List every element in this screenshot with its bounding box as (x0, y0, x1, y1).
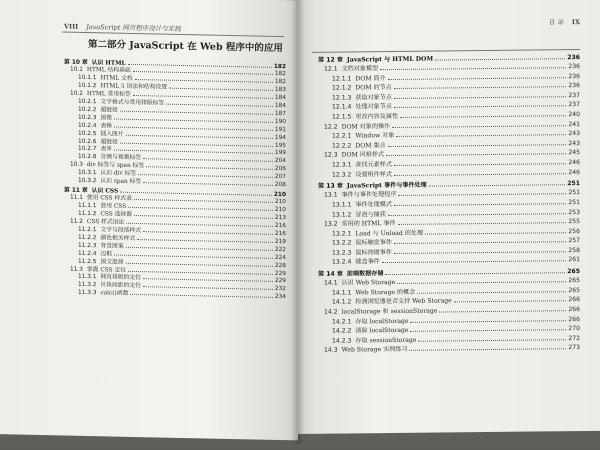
toc-entry-title: calc()函数 (100, 290, 129, 298)
toc-entry-page: 253 (568, 208, 580, 216)
toc-entry-page: 216 (274, 230, 286, 238)
toc-entry-page: 251 (567, 179, 580, 187)
toc-entry-number: 10.1 (70, 67, 83, 74)
toc-leader-dots (418, 339, 566, 342)
toc-entry-page: 182 (274, 71, 286, 78)
toc-entry-page: 222 (274, 246, 286, 254)
toc-entry-title: 图像 (100, 115, 113, 122)
toc-leader-dots (166, 104, 273, 107)
toc-entry-number: 11.3.3 (78, 290, 97, 297)
toc-entry-page: 195 (274, 142, 286, 149)
toc-entry-page: 229 (274, 278, 286, 285)
toc-entry-page: 207 (274, 174, 286, 181)
toc-entry-number: 10.2.4 (78, 122, 97, 129)
toc-entry-title: 文字与段落样式 (100, 227, 142, 235)
toc-entry-number: 11.1.1 (78, 203, 97, 210)
toc-entry-number: 10.2.6 (78, 138, 97, 145)
toc-entry-page: 237 (568, 91, 580, 100)
toc-entry-title: DOM 简介 (355, 74, 386, 83)
toc-entry-number: 11.2.5 (78, 258, 97, 265)
toc-entry-title: 存取 localStorage (355, 317, 409, 325)
toc-leader-dots (120, 191, 272, 195)
toc-entry-title: CSS 样式语法 (86, 219, 125, 226)
toc-entry-title: CSS 选择器 (100, 211, 132, 219)
toc-entry-number: 14.1.1 (332, 289, 352, 297)
toc-leader-dots (417, 291, 566, 294)
toc-entry-title: 文字格式与常用排版标签 (100, 99, 165, 107)
toc-entry-page: 216 (274, 223, 286, 230)
toc-entry-row (318, 168, 580, 180)
toc-entry-page: 206 (274, 166, 286, 173)
toc-leader-dots (397, 281, 566, 284)
toc-leader-dots (380, 67, 566, 70)
toc-entry-page: 190 (274, 118, 286, 126)
toc-entry-page: 210 (274, 207, 286, 214)
toc-entry-number: 12.2.2 (332, 142, 352, 150)
toc-entry-page: 213 (274, 215, 286, 222)
toc-leader-dots (126, 262, 273, 266)
toc-entry-page: 219 (274, 238, 286, 246)
toc-leader-dots (439, 310, 566, 312)
toc-entry-number: 10.3.1 (78, 169, 97, 177)
toc-entry-number: 14.1 (324, 279, 338, 287)
toc-entry-page: 245 (568, 149, 580, 157)
toc-entry-number: 11.3 (70, 266, 83, 273)
toc-leader-dots (454, 301, 567, 303)
toc-entry-title: DOM 的节点 (355, 84, 392, 92)
toc-entry-page: 251 (568, 198, 580, 207)
toc-entry-number: 13.2.1 (332, 230, 352, 238)
toc-entry-title: 存取 sessionStorage (355, 336, 417, 345)
toc-entry-title: 清除 localStorage (355, 326, 409, 335)
toc-entry-title: 冒泡与捕获 (355, 210, 386, 218)
toc-leader-dots (396, 134, 566, 137)
toc-leader-dots (128, 63, 272, 67)
toc-entry-number: 12.3.1 (332, 161, 352, 169)
toc-entry-number: 14.2.1 (332, 317, 352, 326)
toc-entry-title: Window 对象 (355, 132, 395, 140)
toc-entry-number: 13.2.4 (332, 258, 352, 267)
toc-entry-title: HTML 5 语法和结构设置 (100, 83, 168, 91)
toc-entry-page: 210 (274, 199, 286, 206)
toc-entry-number: 10.2.8 (78, 154, 97, 161)
toc-entry-number: 12.2.1 (332, 132, 352, 140)
toc-entry-title: 检测浏览器是否支持 Web Storage (355, 297, 452, 306)
left-page-number: VIII (64, 22, 79, 31)
toc-leader-dots (388, 144, 567, 147)
toc-leader-dots (114, 254, 273, 258)
toc-leader-dots (114, 150, 273, 154)
toc-entry-page: 187 (274, 110, 286, 118)
toc-entry-title: 获取对象节点 (355, 93, 392, 102)
toc-entry-page: 261 (568, 256, 580, 264)
toc-entry-title: 颜色相关样式 (100, 235, 136, 242)
toc-entry-page: 266 (568, 296, 580, 304)
toc-leader-dots (425, 232, 566, 234)
toc-entry-title: 键盘事件 (355, 258, 380, 266)
toc-entry-page: 232 (274, 286, 286, 293)
toc-entry-title: 设置组件样式 (355, 170, 392, 179)
toc-entry-number: 12.2 (324, 123, 338, 131)
toc-entry-number: 第 14 章 (318, 270, 343, 278)
toc-entry-page: 243 (568, 130, 580, 138)
toc-entry-page: 199 (274, 150, 286, 157)
toc-entry-number: 12.1.2 (332, 84, 352, 92)
toc-entry-number: 14.2.2 (332, 327, 352, 335)
toc-entry-page: 246 (568, 168, 580, 176)
toc-leader-dots (382, 261, 567, 264)
toc-entry-title: HTML 常用标签 (86, 91, 131, 99)
toc-entry-title: 超链接 (100, 107, 118, 114)
toc-entry-page: 236 (568, 82, 580, 90)
toc-entry-number: 11.2.1 (78, 226, 97, 234)
toc-entry-page: 183 (274, 87, 286, 94)
toc-leader-dots (398, 222, 567, 225)
toc-entry-page: 266 (568, 315, 580, 323)
toc-leader-dots (130, 294, 273, 298)
toc-entry-number: 10.3 (70, 161, 83, 169)
toc-entry-page: 210 (273, 191, 286, 198)
toc-entry-number: 12.1.5 (332, 113, 352, 121)
toc-leader-dots (120, 142, 273, 146)
toc-entry-page: 243 (568, 139, 580, 148)
toc-entry-number: 第 13 章 (318, 182, 343, 190)
part-title: 第二部分 JavaScript 在 Web 程序中的应用 (88, 39, 283, 55)
toc-leader-dots (388, 77, 567, 80)
toc-entry-number: 10.2.2 (78, 106, 97, 114)
toc-entry-title: 音频与视频标签 (100, 154, 142, 162)
left-page (0, 0, 298, 440)
toc-entry-title: 插入图片 (100, 130, 124, 138)
toc-leader-dots (429, 184, 566, 186)
toc-entry-page: 241 (568, 120, 580, 128)
toc-entry-title: 背景图案 (100, 243, 124, 250)
toc-entry-page: 257 (568, 237, 580, 245)
toc-leader-dots (394, 86, 567, 89)
toc-leader-dots (128, 270, 273, 274)
toc-entry-number: 10.2 (70, 90, 83, 98)
toc-entry-number: 11.1.2 (78, 211, 97, 218)
toc-leader-dots (394, 241, 566, 244)
toc-entry-number: 10.1.2 (78, 83, 97, 90)
toc-leader-dots (394, 251, 566, 254)
toc-entry-page: 236 (568, 63, 580, 71)
toc-leader-dots (138, 174, 273, 178)
toc-entry-number: 11.3.1 (78, 274, 97, 281)
toc-entry-title: HTML 文档 (100, 75, 133, 83)
toc-entry-title: 认识 HTML (91, 59, 126, 67)
toc-entry-number: 10.2.3 (78, 114, 97, 122)
toc-entry-title: 认识 span 标签 (100, 178, 142, 186)
right-page-number: IX (571, 18, 580, 27)
toc-entry-number: 12.1 (324, 65, 338, 73)
toc-entry-page: 270 (568, 325, 580, 333)
toc-leader-dots (394, 96, 566, 99)
toc-leader-dots (134, 199, 273, 203)
toc-entry-page: 204 (274, 158, 286, 165)
toc-leader-dots (400, 115, 566, 118)
toc-leader-dots (394, 173, 566, 176)
toc-entry-page: 237 (568, 101, 580, 109)
toc-leader-dots (410, 320, 566, 323)
toc-entry-title: 边框 (100, 251, 113, 258)
toc-entry-title: 表单 (100, 146, 113, 153)
toc-entry-number: 13.1.2 (332, 210, 352, 219)
toc-entry-number: 10.2.1 (78, 98, 97, 106)
toc-entry-number: 13.2 (324, 220, 338, 228)
toc-entry-page: 234 (274, 294, 286, 301)
toc-entry-title: 处理对象节点 (355, 103, 392, 111)
toc-leader-dots (135, 79, 273, 83)
toc-leader-dots (126, 247, 273, 251)
toc-leader-dots (385, 272, 565, 275)
toc-entry-number: 13.1 (324, 191, 338, 200)
toc-leader-dots (169, 88, 273, 91)
toc-leader-dots (137, 239, 273, 243)
toc-entry-number: 11.2.3 (78, 242, 97, 250)
toc-leader-dots (398, 194, 566, 197)
toc-entry-number: 11.2.2 (78, 234, 97, 242)
toc-entry-title: Web Storage 实例练习 (341, 346, 408, 354)
toc-leader-dots (394, 163, 566, 166)
toc-entry-title: DOM 对象的操作 (341, 122, 391, 131)
toc-entry-number: 11.3.2 (78, 282, 97, 289)
toc-entry-number: 10.1.1 (78, 75, 97, 82)
toc-entry-number: 12.3.2 (332, 171, 352, 179)
toc-entry-page: 229 (274, 270, 286, 277)
book-gutter (292, 0, 304, 444)
toc-entry-page: 258 (568, 246, 580, 255)
toc-entry-number: 11.2.4 (78, 250, 97, 257)
toc-entry-page: 246 (568, 159, 580, 167)
toc-entry-page: 236 (568, 72, 580, 80)
toc-entry-title: 鼠标按键事件 (355, 248, 392, 257)
toc-entry-row (318, 343, 580, 355)
toc-entry-page: 224 (274, 254, 286, 261)
toc-entry-page: 272 (568, 334, 580, 342)
toc-entry-number: 13.1.1 (332, 201, 352, 209)
toc-entry-title: 更改内容及属性 (355, 113, 399, 121)
toc-entry-page: 256 (568, 227, 580, 235)
toc-entry-number: 12.1.3 (332, 94, 352, 102)
toc-entry-title: 使用 CSS 样式表 (86, 195, 132, 203)
toc-entry-title: 常用的 HTML 事件 (341, 220, 396, 228)
toc-leader-dots (394, 203, 566, 206)
toc-entry-number: 11.1 (70, 195, 83, 202)
toc-entry-title: div 标签与 span 标签 (86, 162, 145, 170)
toc-entry-title: Load 与 Unload 的处理 (355, 229, 424, 238)
toc-leader-dots (120, 111, 273, 115)
toc-entry-page: 240 (568, 111, 580, 119)
toc-entry-title: 认识 CSS (91, 187, 119, 195)
toc-entry-number: 14.1.2 (332, 298, 352, 306)
toc-entry-title: JavaScript 事件与事件处理 (346, 181, 427, 190)
toc-entry-title: 区块间距的定位 (100, 282, 142, 290)
toc-leader-dots (388, 213, 567, 216)
toc-entry-page: 194 (274, 134, 286, 141)
toc-entry-title: DOM 集合 (355, 141, 386, 150)
toc-entry-page: 266 (568, 305, 580, 314)
toc-entry-title: DOM 风格样式 (341, 151, 385, 159)
toc-entry-page: 228 (274, 262, 286, 269)
toc-leader-dots (386, 154, 566, 157)
toc-entry-title: localStorage 和 sessionStorage (341, 307, 438, 316)
toc-entry-title: 网页排版的定位 (100, 274, 142, 282)
toc-leader-dots (143, 279, 273, 283)
toc-entry-page: 208 (274, 182, 286, 189)
toc-entry-title: HTML 结构基础 (86, 67, 131, 75)
toc-leader-dots (435, 58, 565, 60)
toc-leader-dots (410, 329, 566, 332)
toc-entry-title: 认识 Web Storage (341, 279, 396, 287)
toc-entry-title: 超链接 (100, 138, 118, 146)
toc-entry-title: 文档对象模型 (341, 65, 379, 73)
toc-entry-number: 10.3.2 (78, 177, 97, 185)
toc-leader-dots (146, 167, 273, 171)
toc-leader-dots (126, 134, 273, 138)
toc-entry-number: 10.2.7 (78, 146, 97, 153)
toc-leader-dots (143, 231, 273, 235)
toc-leader-dots (114, 126, 273, 130)
toc-entry-page: 273 (568, 344, 580, 352)
right-toc (318, 51, 580, 356)
toc-leader-dots (114, 118, 273, 122)
toc-entry-title: Web Storage 的概念 (355, 288, 416, 297)
toc-entry-page: 265 (567, 267, 580, 275)
toc-entry-title: 前端数据存储 (346, 269, 384, 278)
toc-entry-number: 14.2.3 (332, 337, 352, 345)
toc-entry-number: 第 10 章 (64, 59, 88, 66)
right-running-header (549, 17, 580, 26)
toc-entry-row (318, 256, 580, 268)
toc-entry-title: 鼠标触发事件 (355, 239, 392, 247)
toc-entry-title: 事件与事件处理程序 (341, 191, 397, 199)
toc-leader-dots (128, 207, 273, 211)
toc-entry-number: 13.2.3 (332, 249, 352, 257)
toc-entry-title: 认识 div 标签 (100, 170, 137, 178)
left-toc (64, 58, 286, 303)
toc-leader-dots (143, 182, 273, 186)
toc-entry-page: 251 (568, 189, 580, 197)
toc-leader-dots (133, 95, 273, 99)
toc-entry-number: 11.2 (70, 218, 83, 226)
toc-entry-title: 表格 (100, 123, 113, 130)
toc-entry-page: 184 (274, 102, 286, 110)
toc-entry-page: 191 (274, 126, 286, 133)
toc-entry-number: 第 11 章 (64, 187, 88, 194)
toc-entry-number: 12.3 (324, 152, 338, 160)
toc-leader-dots (134, 215, 273, 219)
toc-leader-dots (409, 349, 566, 352)
toc-entry-page: 182 (274, 79, 286, 86)
right-header-text: 目 录 (548, 18, 564, 27)
toc-entry-number: 14.3 (324, 346, 338, 355)
toc-leader-dots (394, 106, 566, 109)
toc-entry-page: 255 (568, 218, 580, 226)
toc-entry-number: 12.1.4 (332, 103, 352, 112)
toc-leader-dots (143, 159, 273, 163)
toc-leader-dots (143, 287, 273, 291)
left-header-text: JavaScript 网页程序设计与实践 (86, 22, 181, 33)
right-page (298, 0, 600, 434)
toc-entry-page: 182 (273, 63, 286, 70)
toc-entry-number: 12.1.1 (332, 75, 352, 83)
toc-entry-page: 265 (568, 286, 580, 294)
toc-entry-title: 套用 CSS (100, 203, 127, 211)
toc-entry-title: 事件处理模式 (355, 200, 392, 209)
toc-entry-number: 第 12 章 (318, 56, 343, 64)
toc-entry-title: JavaScript 与 HTML DOM (346, 55, 434, 63)
toc-entry-title: 掌握 CSS 定位 (86, 266, 127, 274)
toc-entry-number: 14.2 (324, 308, 338, 316)
toc-entry-title: 图文混排 (100, 258, 124, 266)
toc-entry-page: 236 (567, 53, 580, 61)
toc-leader-dots (133, 71, 273, 75)
toc-leader-dots (126, 223, 273, 227)
toc-entry-title: 查找元素样式 (355, 161, 392, 169)
toc-entry-page: 265 (568, 277, 580, 285)
toc-entry-page: 184 (274, 95, 286, 102)
toc-leader-dots (392, 125, 566, 128)
toc-entry-number: 10.2.5 (78, 130, 97, 137)
toc-entry-number: 13.2.2 (332, 239, 352, 247)
